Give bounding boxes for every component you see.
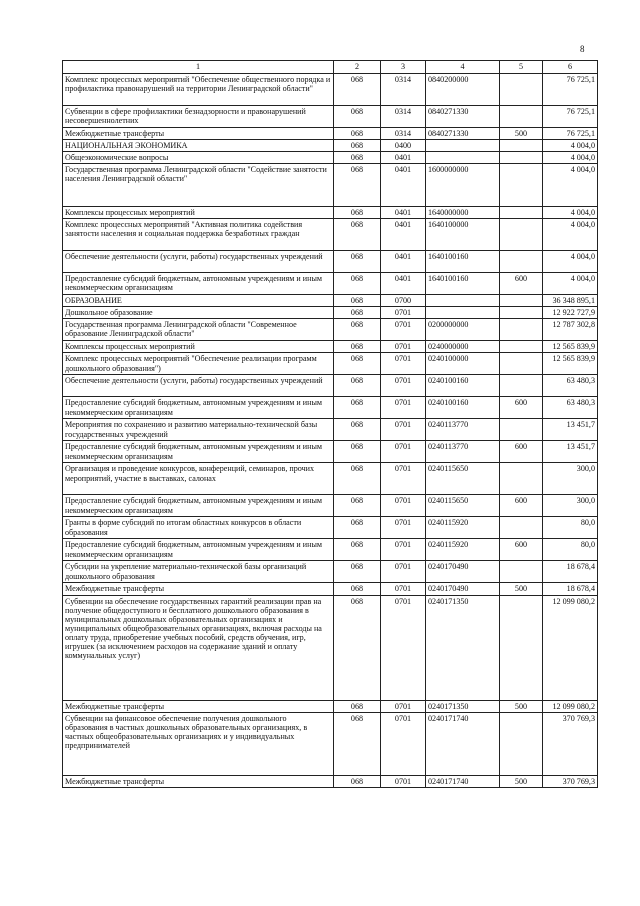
cell-c3: 0701: [381, 441, 426, 463]
table-row: [63, 539, 598, 561]
table-row: [63, 397, 598, 419]
cell-c5: [500, 140, 543, 152]
cell-c3: 0701: [381, 419, 426, 441]
cell-name: Организация и проведение конкурсов, конференций, семинаров, прочих мероприятий, участие в выставках, салонах: [63, 463, 334, 495]
table-row: [63, 495, 598, 517]
header-cell-3: 3: [381, 61, 426, 74]
cell-name: Субвенции в сфере профилактики безнадзорности и правонарушений несовершеннолетних: [63, 106, 334, 128]
cell-c6: 80,0: [543, 539, 598, 561]
cell-name: Комплекс процессных мероприятий "Активная политика содействия занятости населения и социальная поддержка безработных граждан: [63, 219, 334, 251]
cell-c6: 12 565 839,9: [543, 353, 598, 375]
cell-c2: 068: [334, 595, 381, 700]
cell-c2: 068: [334, 375, 381, 397]
cell-c3: 0401: [381, 219, 426, 251]
cell-c6: 12 787 302,8: [543, 319, 598, 341]
cell-c4: [426, 140, 500, 152]
cell-name: Государственная программа Ленинградской области "Современное образование Ленинградской области": [63, 319, 334, 341]
table-row: [63, 595, 598, 700]
cell-c3: 0314: [381, 106, 426, 128]
cell-name: Комплексы процессных мероприятий: [63, 207, 334, 219]
cell-c3: 0700: [381, 295, 426, 307]
cell-name: Межбюджетные трансферты: [63, 775, 334, 787]
cell-c2: 068: [334, 583, 381, 595]
cell-c2: 068: [334, 128, 381, 140]
cell-c3: 0701: [381, 539, 426, 561]
cell-c6: 18 678,4: [543, 561, 598, 583]
cell-c2: 068: [334, 561, 381, 583]
cell-name: Межбюджетные трансферты: [63, 128, 334, 140]
table-row: [63, 341, 598, 353]
cell-c5: 500: [500, 775, 543, 787]
table-row: [63, 419, 598, 441]
table-row: [63, 319, 598, 341]
cell-c2: 068: [334, 441, 381, 463]
cell-c2: 068: [334, 251, 381, 273]
cell-c3: 0701: [381, 495, 426, 517]
cell-c2: 068: [334, 140, 381, 152]
cell-c2: 068: [334, 106, 381, 128]
cell-name: Комплекс процессных мероприятий "Обеспечение общественного порядка и профилактика правонарушений на территории Ленинградской области": [63, 74, 334, 106]
cell-c4: 0240115920: [426, 539, 500, 561]
cell-c6: 76 725,1: [543, 128, 598, 140]
table-row: [63, 128, 598, 140]
table-row: [63, 152, 598, 164]
cell-c5: [500, 319, 543, 341]
cell-c4: 0240170490: [426, 561, 500, 583]
cell-name: Субвенции на обеспечение государственных гарантий реализации прав на получение общедоступного и бесплатного дошкольного образования в муниципальных дошкольных образовательных организациях и муниципальных общеобразовательных организациях, включая расходы на оплату труда, приобретение учебных пособий, средств обучения, игр, игрушек (за исключением расходов на содержание зданий и оплату коммунальных услуг): [63, 595, 334, 700]
table-row: [63, 307, 598, 319]
cell-c5: [500, 74, 543, 106]
cell-c5: 600: [500, 539, 543, 561]
cell-c2: 068: [334, 164, 381, 207]
cell-c3: 0701: [381, 595, 426, 700]
cell-c2: 068: [334, 307, 381, 319]
cell-c5: [500, 375, 543, 397]
cell-c4: 0240100160: [426, 397, 500, 419]
cell-c5: [500, 219, 543, 251]
cell-c5: 500: [500, 128, 543, 140]
cell-name: Общеэкономические вопросы: [63, 152, 334, 164]
cell-c6: 4 004,0: [543, 140, 598, 152]
cell-c2: 068: [334, 319, 381, 341]
cell-c2: 068: [334, 517, 381, 539]
cell-c3: 0314: [381, 128, 426, 140]
cell-c3: 0401: [381, 251, 426, 273]
cell-c4: 0240171350: [426, 700, 500, 712]
table-row: [63, 164, 598, 207]
cell-c4: [426, 152, 500, 164]
cell-c4: 1640000000: [426, 207, 500, 219]
cell-c3: 0701: [381, 397, 426, 419]
cell-c6: 63 480,3: [543, 397, 598, 419]
cell-c6: 4 004,0: [543, 152, 598, 164]
cell-c5: [500, 164, 543, 207]
cell-c5: 600: [500, 397, 543, 419]
cell-name: Дошкольное образование: [63, 307, 334, 319]
cell-c6: 18 678,4: [543, 583, 598, 595]
cell-c3: 0701: [381, 341, 426, 353]
table-row: [63, 295, 598, 307]
cell-c5: [500, 595, 543, 700]
cell-c2: 068: [334, 152, 381, 164]
cell-c2: 068: [334, 775, 381, 787]
cell-name: Государственная программа Ленинградской области "Содействие занятости населения Ленинградской области": [63, 164, 334, 207]
cell-c3: 0401: [381, 207, 426, 219]
cell-name: Предоставление субсидий бюджетным, автономным учреждениям и иным некоммерческим организациям: [63, 495, 334, 517]
budget-table: [62, 60, 598, 788]
cell-c5: [500, 712, 543, 775]
cell-c2: 068: [334, 219, 381, 251]
cell-c6: 370 769,3: [543, 775, 598, 787]
cell-c2: 068: [334, 74, 381, 106]
cell-c4: 0240100160: [426, 375, 500, 397]
cell-c2: 068: [334, 207, 381, 219]
cell-c5: [500, 207, 543, 219]
cell-c4: 1640100160: [426, 273, 500, 295]
header-cell-6: 6: [543, 61, 598, 74]
cell-c6: 300,0: [543, 495, 598, 517]
table-row: [63, 583, 598, 595]
cell-name: Комплекс процессных мероприятий "Обеспечение реализации программ дошкольного образования"): [63, 353, 334, 375]
cell-c4: 0240115920: [426, 517, 500, 539]
table-row: [63, 441, 598, 463]
cell-name: Обеспечение деятельности (услуги, работы) государственных учреждений: [63, 251, 334, 273]
cell-c4: 1640100000: [426, 219, 500, 251]
cell-name: Субсидии на укрепление материально-технической базы организаций дошкольного образования: [63, 561, 334, 583]
table-row: [63, 375, 598, 397]
table-row: [63, 273, 598, 295]
cell-c6: 4 004,0: [543, 273, 598, 295]
cell-c2: 068: [334, 419, 381, 441]
cell-name: ОБРАЗОВАНИЕ: [63, 295, 334, 307]
cell-name: НАЦИОНАЛЬНАЯ ЭКОНОМИКА: [63, 140, 334, 152]
cell-c2: 068: [334, 495, 381, 517]
cell-name: Гранты в форме субсидий по итогам областных конкурсов в области образования: [63, 517, 334, 539]
table-row: [63, 219, 598, 251]
cell-c4: 0840200000: [426, 74, 500, 106]
cell-c2: 068: [334, 463, 381, 495]
cell-name: Мероприятия по сохранению и развитию материально-технической базы государственных учреждений: [63, 419, 334, 441]
cell-c4: [426, 307, 500, 319]
cell-c4: 0240113770: [426, 419, 500, 441]
cell-c6: 76 725,1: [543, 106, 598, 128]
cell-name: Комплексы процессных мероприятий: [63, 341, 334, 353]
cell-c6: 13 451,7: [543, 441, 598, 463]
cell-c5: 600: [500, 441, 543, 463]
cell-c6: 4 004,0: [543, 219, 598, 251]
cell-c5: [500, 251, 543, 273]
cell-name: Обеспечение деятельности (услуги, работы) государственных учреждений: [63, 375, 334, 397]
cell-c6: 12 565 839,9: [543, 341, 598, 353]
cell-c2: 068: [334, 353, 381, 375]
cell-c5: [500, 341, 543, 353]
table-row: [63, 700, 598, 712]
cell-c4: 0840271330: [426, 128, 500, 140]
cell-c4: 1600000000: [426, 164, 500, 207]
cell-c4: 0240000000: [426, 341, 500, 353]
cell-c6: 4 004,0: [543, 207, 598, 219]
cell-c4: 0240115650: [426, 495, 500, 517]
cell-c6: 76 725,1: [543, 74, 598, 106]
cell-c3: 0314: [381, 74, 426, 106]
cell-c3: 0701: [381, 561, 426, 583]
cell-c6: 12 099 080,2: [543, 700, 598, 712]
cell-name: Предоставление субсидий бюджетным, автономным учреждениям и иным некоммерческим организациям: [63, 397, 334, 419]
table-row: [63, 106, 598, 128]
cell-c4: 0240115650: [426, 463, 500, 495]
cell-c5: [500, 517, 543, 539]
cell-c3: 0701: [381, 517, 426, 539]
table-row: [63, 207, 598, 219]
cell-c6: 63 480,3: [543, 375, 598, 397]
cell-c4: 1640100160: [426, 251, 500, 273]
cell-c4: 0240171350: [426, 595, 500, 700]
table-row: [63, 775, 598, 787]
cell-c5: [500, 295, 543, 307]
cell-c2: 068: [334, 712, 381, 775]
cell-c5: [500, 307, 543, 319]
cell-c3: 0701: [381, 319, 426, 341]
header-cell-5: 5: [500, 61, 543, 74]
cell-c6: 12 922 727,9: [543, 307, 598, 319]
table-row: [63, 712, 598, 775]
cell-c5: [500, 106, 543, 128]
cell-name: Субвенции на финансовое обеспечение получения дошкольного образования в частных дошкольных образовательных организациях, в частных общеобразовательных организациях и у индивидуальных предпринимателей: [63, 712, 334, 775]
cell-name: Предоставление субсидий бюджетным, автономным учреждениям и иным некоммерческим организациям: [63, 273, 334, 295]
cell-c4: 0240170490: [426, 583, 500, 595]
cell-c5: 500: [500, 583, 543, 595]
cell-name: Межбюджетные трансферты: [63, 583, 334, 595]
cell-c3: 0701: [381, 775, 426, 787]
cell-c3: 0401: [381, 164, 426, 207]
cell-c6: 300,0: [543, 463, 598, 495]
cell-c6: 370 769,3: [543, 712, 598, 775]
cell-c3: 0400: [381, 140, 426, 152]
cell-c4: 0840271330: [426, 106, 500, 128]
cell-c5: [500, 152, 543, 164]
cell-c3: 0401: [381, 152, 426, 164]
cell-c3: 0701: [381, 583, 426, 595]
cell-c6: 13 451,7: [543, 419, 598, 441]
cell-c4: 0240113770: [426, 441, 500, 463]
header-cell-1: 1: [63, 61, 334, 74]
table-row: [63, 74, 598, 106]
cell-c3: 0401: [381, 273, 426, 295]
cell-c4: [426, 295, 500, 307]
cell-c6: 4 004,0: [543, 251, 598, 273]
header-cell-4: 4: [426, 61, 500, 74]
cell-c6: 36 348 895,1: [543, 295, 598, 307]
cell-c4: 0240100000: [426, 353, 500, 375]
cell-c5: [500, 353, 543, 375]
table-row: [63, 140, 598, 152]
table-row: [63, 353, 598, 375]
table-row: [63, 251, 598, 273]
cell-c5: [500, 561, 543, 583]
cell-c2: 068: [334, 341, 381, 353]
table-header-row: [63, 61, 598, 74]
cell-c5: 500: [500, 700, 543, 712]
cell-name: Межбюджетные трансферты: [63, 700, 334, 712]
cell-c6: 4 004,0: [543, 164, 598, 207]
cell-c2: 068: [334, 273, 381, 295]
cell-c2: 068: [334, 295, 381, 307]
cell-c5: 600: [500, 273, 543, 295]
table-body: [63, 74, 598, 788]
cell-c3: 0701: [381, 712, 426, 775]
cell-c3: 0701: [381, 700, 426, 712]
cell-c2: 068: [334, 539, 381, 561]
cell-c3: 0701: [381, 353, 426, 375]
cell-name: Предоставление субсидий бюджетным, автономным учреждениям и иным некоммерческим организациям: [63, 441, 334, 463]
table-row: [63, 463, 598, 495]
cell-c5: [500, 419, 543, 441]
header-cell-2: 2: [334, 61, 381, 74]
cell-c3: 0701: [381, 375, 426, 397]
table-row: [63, 517, 598, 539]
page-number: 8: [580, 44, 585, 54]
cell-c4: 0200000000: [426, 319, 500, 341]
cell-c4: 0240171740: [426, 712, 500, 775]
cell-c6: 12 099 080,2: [543, 595, 598, 700]
table-row: [63, 561, 598, 583]
cell-c5: [500, 463, 543, 495]
cell-c3: 0701: [381, 307, 426, 319]
cell-c2: 068: [334, 700, 381, 712]
cell-name: Предоставление субсидий бюджетным, автономным учреждениям и иным некоммерческим организациям: [63, 539, 334, 561]
cell-c6: 80,0: [543, 517, 598, 539]
cell-c3: 0701: [381, 463, 426, 495]
cell-c4: 0240171740: [426, 775, 500, 787]
cell-c5: 600: [500, 495, 543, 517]
cell-c2: 068: [334, 397, 381, 419]
